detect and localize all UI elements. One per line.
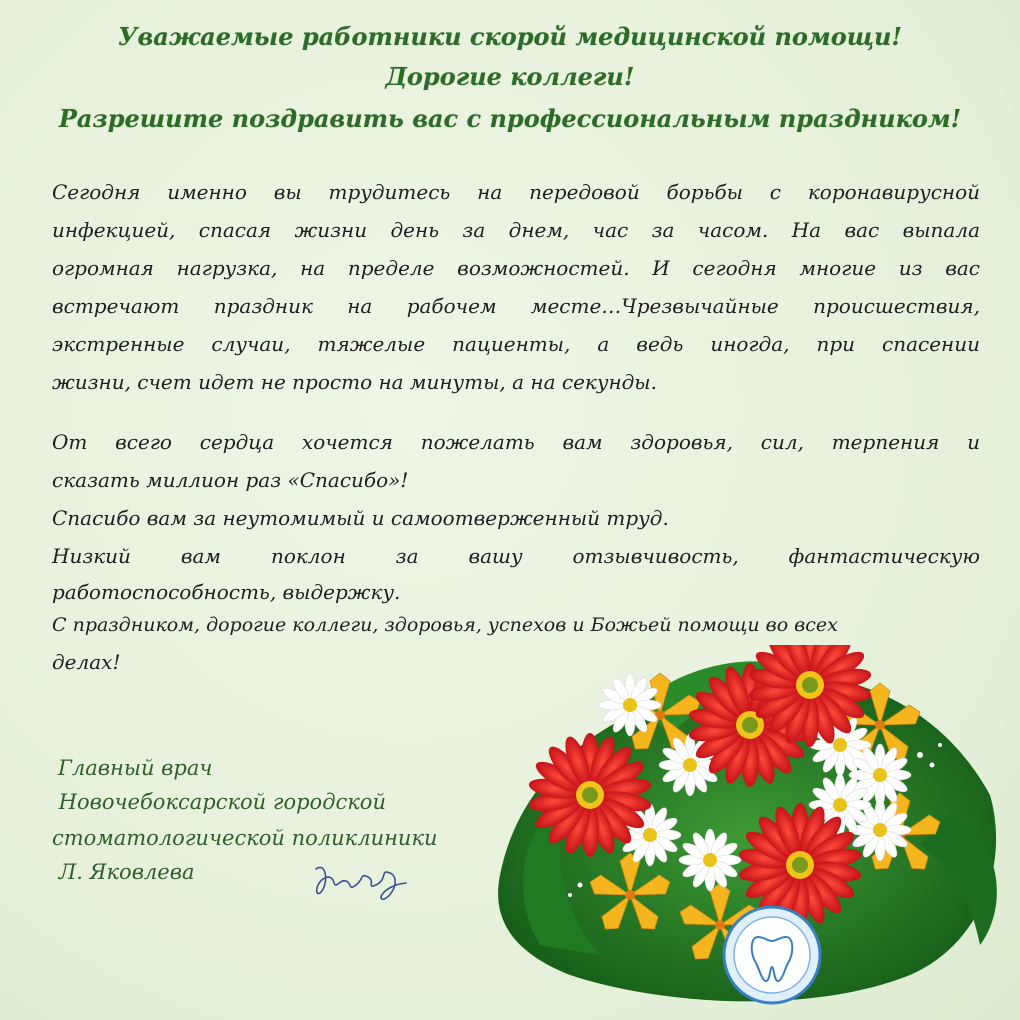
greeting-heading: Уважаемые работники скорой медицинской помощи! bbox=[118, 22, 902, 51]
handwritten-signature bbox=[310, 855, 420, 905]
signer-organization-line-1: Новочебоксарской городской bbox=[52, 790, 386, 814]
signer-organization-line-2: стоматологической поликлиники bbox=[52, 826, 438, 850]
greeting-subheading: Дорогие коллеги! bbox=[385, 62, 635, 91]
greeting-congratulation: Разрешите поздравить вас с профессиональным праздником! bbox=[58, 104, 962, 133]
body-line: работоспособность, выдержку. bbox=[52, 580, 401, 604]
body-line: делах! bbox=[52, 650, 121, 674]
body-line: От всего сердца хочется пожелать вам здоровья, сил, терпения и bbox=[52, 430, 980, 454]
body-line: экстренные случаи, тяжелые пациенты, а ведь иногда, при спасении bbox=[52, 332, 980, 356]
body-line: встречают праздник на рабочем месте…Чрезвычайные происшествия, bbox=[52, 294, 980, 318]
signer-name: Л. Яковлева bbox=[52, 860, 195, 884]
body-line: С праздником, дорогие коллеги, здоровья, успехов и Божьей помощи во всех bbox=[52, 614, 838, 636]
body-line: жизни, счет идет не просто на минуты, а на секунды. bbox=[52, 370, 657, 394]
body-line: инфекцией, спасая жизни день за днем, час за часом. На вас выпала bbox=[52, 218, 980, 242]
signer-title: Главный врач bbox=[58, 756, 213, 780]
body-line: огромная нагрузка, на пределе возможностей. И сегодня многие из вас bbox=[52, 256, 980, 280]
body-line: Низкий вам поклон за вашу отзывчивость, фантастическую bbox=[52, 544, 980, 568]
body-line: Спасибо вам за неутомимый и самоотверженный труд. bbox=[52, 506, 669, 530]
body-line: Сегодня именно вы трудитесь на передовой борьбы с коронавирусной bbox=[52, 180, 980, 204]
flower-bouquet-image bbox=[480, 645, 1010, 1015]
clinic-emblem bbox=[724, 907, 820, 1003]
body-line: сказать миллион раз «Спасибо»! bbox=[52, 468, 409, 492]
